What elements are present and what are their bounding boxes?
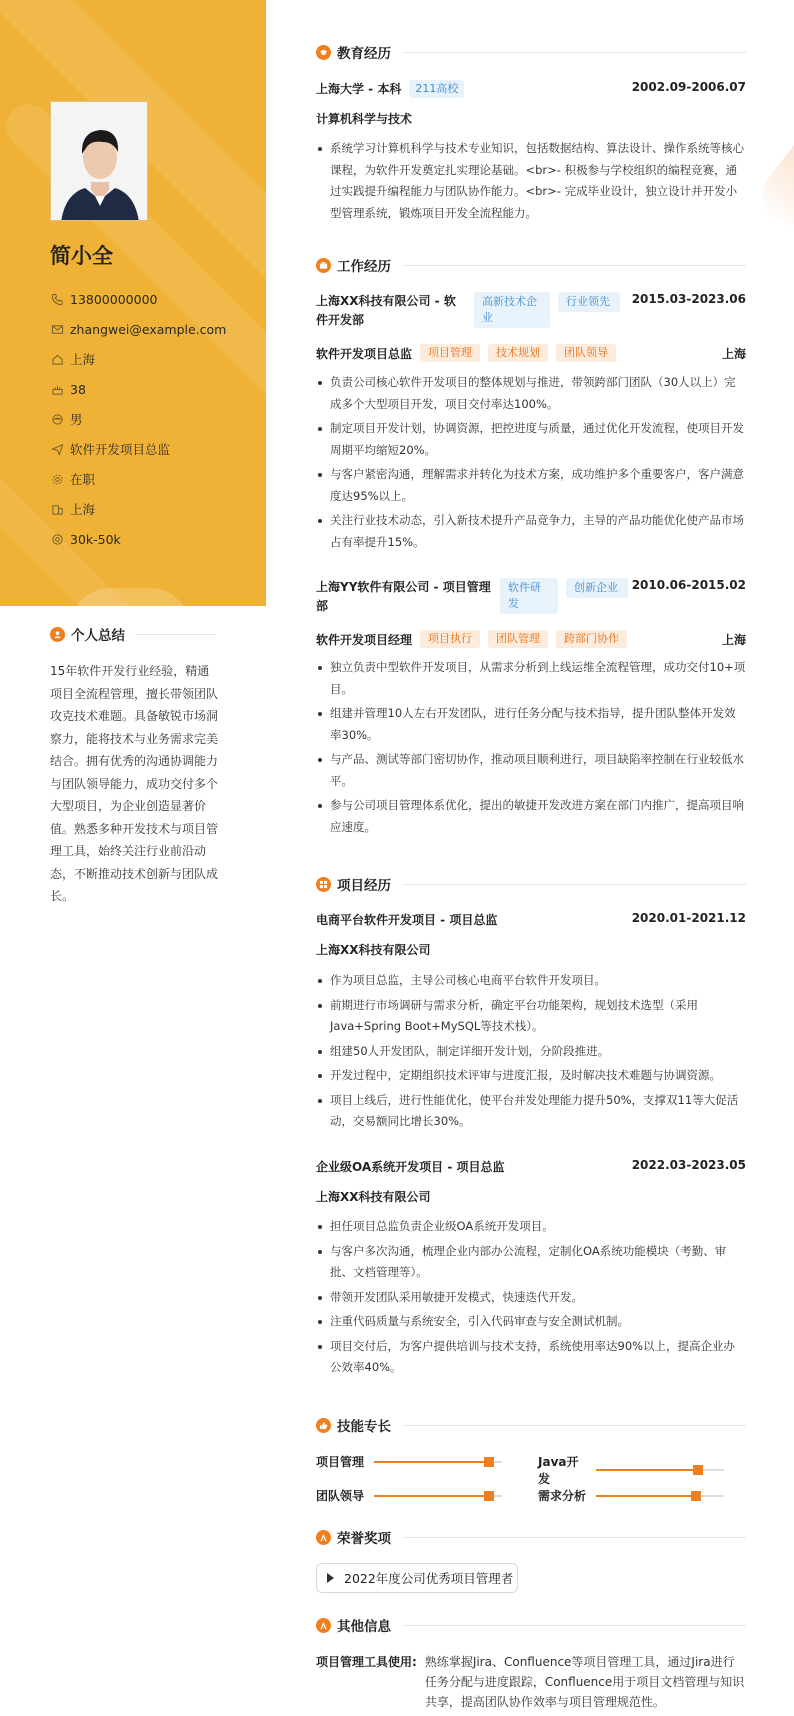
list-item: 项目上线后，进行性能优化，使平台并发处理能力提升50%，支撑双11等大促活动，交易额同比增长30%。 — [316, 1090, 746, 1133]
list-item: 制定项目开发计划，协调资源，把控进度与质量，通过优化开发流程，使项目开发周期平均缩短20%。 — [316, 418, 746, 461]
divider — [403, 1537, 746, 1538]
project-company-row — [316, 941, 746, 958]
list-item: 参与公司项目管理体系优化，提出的敏捷开发改进方案在部门内推广，提高项目响应速度。 — [316, 795, 746, 838]
avatar — [50, 101, 148, 221]
projects-header — [316, 874, 746, 894]
job-header — [316, 292, 746, 330]
send-icon — [50, 442, 64, 456]
info-salary — [50, 524, 260, 554]
award-label: 2022年度公司优秀项目管理者 — [344, 1571, 514, 1586]
list-item: 与产品、测试等部门密切协作，推动项目顺利进行，项目缺陷率控制在行业较低水平。 — [316, 749, 746, 792]
age-value: 38 — [70, 381, 86, 397]
list-item: 负责公司核心软件开发项目的整体规划与推进，带领跨部门团队（30人以上）完成多个大型项目开发，项目交付率达100%。 — [316, 372, 746, 415]
company-tag: 行业领先 — [558, 292, 620, 312]
other-title: 其他信息 — [337, 1619, 391, 1635]
job-header — [316, 578, 746, 616]
skill-name: 团队领导 — [316, 1489, 365, 1503]
list-item: 项目交付后，为客户提供培训与技术支持，系统使用率达90%以上，提高企业办公效率40%。 — [316, 1336, 746, 1379]
skill-bar — [596, 1495, 724, 1497]
skill-name: Java开发 — [538, 1455, 579, 1486]
skill-item — [538, 1487, 724, 1504]
company-name: 上海YY软件有限公司 - 项目管理部 — [316, 580, 491, 613]
skill-bar-knob — [691, 1491, 701, 1501]
job-role: 软件开发项目经理 — [316, 632, 413, 647]
candidate-name: 简小全 — [50, 244, 113, 268]
job-date: 2010.06-2015.02 — [631, 578, 746, 592]
education-entry-header — [316, 80, 746, 99]
phone-value: 13800000000 — [70, 291, 158, 307]
skill-bar-knob — [484, 1491, 494, 1501]
job-bullets — [316, 372, 746, 556]
position-value: 软件开发项目总监 — [70, 442, 171, 457]
skill-tag: 项目执行 — [420, 630, 480, 648]
job-role-row — [316, 344, 746, 362]
list-item: 与客户多次沟通，梳理企业内部办公流程，定制化OA系统功能模块（考勤、审批、文档管理等）。 — [316, 1241, 746, 1284]
skill-bar-fill — [596, 1469, 698, 1471]
skill-bar-knob — [693, 1465, 703, 1475]
award-icon — [316, 1530, 331, 1545]
city-value: 上海 — [70, 502, 96, 517]
skill-tag: 团队管理 — [488, 630, 548, 648]
education-bullets — [316, 138, 746, 227]
divider — [403, 52, 746, 53]
list-item: 关注行业技术动态，引入新技术提升产品竞争力，主导的产品功能优化使产品市场占有率提升15%。 — [316, 510, 746, 553]
skill-bar-fill — [374, 1461, 489, 1463]
skill-bar — [596, 1469, 724, 1471]
thumbs-up-icon — [316, 1418, 331, 1433]
job-date: 2015.03-2023.06 — [631, 292, 746, 306]
awards-title: 荣誉奖项 — [337, 1531, 391, 1547]
info-email — [50, 314, 260, 344]
home-icon — [50, 352, 64, 366]
skills-title: 技能专长 — [337, 1419, 391, 1435]
skill-bar-knob — [484, 1457, 494, 1467]
decor-shape — [751, 43, 794, 238]
education-date: 2002.09-2006.07 — [631, 80, 746, 94]
divider — [403, 265, 746, 266]
project-bullets — [316, 1216, 746, 1382]
company-tag: 高新技术企业 — [474, 292, 550, 328]
skill-bar — [374, 1461, 502, 1463]
list-item: 系统学习计算机科学与技术专业知识，包括数据结构、算法设计、操作系统等核心课程，为软件开发奠定扎实理论基础。<br>- 积极参与学校组织的编程竞赛，通过实践提升编程能力与团队协作能力。<br>- 完成毕业设计，独立设计并开发小型管理系统，锻炼项目开发全流程能力。 — [316, 138, 746, 224]
award-item[interactable] — [316, 1563, 518, 1593]
awards-header — [316, 1527, 746, 1547]
company-tag: 软件研发 — [500, 578, 558, 614]
skill-name: 项目管理 — [316, 1455, 365, 1469]
list-item: 组建并管理10人左右开发团队，进行任务分配与技术指导，提升团队整体开发效率30%。 — [316, 703, 746, 746]
gender-icon — [50, 412, 64, 426]
skill-tag: 项目管理 — [420, 344, 480, 362]
project-company: 上海XX科技有限公司 — [316, 1190, 431, 1204]
info-gender — [50, 404, 260, 434]
skill-name: 需求分析 — [538, 1489, 587, 1503]
skill-bar-fill — [374, 1495, 489, 1497]
user-icon — [50, 627, 65, 642]
list-item: 组建50人开发团队，制定详细开发计划，分阶段推进。 — [316, 1041, 746, 1063]
work-title: 工作经历 — [337, 259, 391, 275]
info-age — [50, 374, 260, 404]
sidebar — [0, 0, 266, 606]
skill-item — [316, 1453, 502, 1470]
list-item: 与客户紧密沟通，理解需求并转化为技术方案，成功维护多个重要客户，客户满意度达95%以上。 — [316, 464, 746, 507]
other-value: 熟练掌握Jira、Confluence等项目管理工具，通过Jira进行任务分配与进度跟踪，Confluence用于项目文档管理与知识共享，提高团队协作效率与项目管理规范性。 — [424, 1655, 745, 1709]
divider — [135, 634, 216, 635]
project-name: 企业级OA系统开发项目 - 项目总监 — [316, 1160, 505, 1174]
project-name: 电商平台软件开发项目 - 项目总监 — [316, 913, 498, 927]
other-header — [316, 1615, 746, 1635]
briefcase-icon — [316, 258, 331, 273]
cake-icon — [50, 382, 64, 396]
list-item: 作为项目总监，主导公司核心电商平台软件开发项目。 — [316, 970, 746, 992]
major-name: 计算机科学与技术 — [316, 112, 413, 126]
job-location: 上海 — [721, 632, 746, 647]
phone-icon — [50, 292, 64, 306]
grid-icon — [316, 877, 331, 892]
play-icon — [327, 1573, 334, 1583]
summary-header — [50, 624, 216, 644]
projects-title: 项目经历 — [337, 878, 391, 894]
gender-value: 男 — [70, 412, 83, 427]
project-date: 2022.03-2023.05 — [631, 1158, 746, 1172]
project-company: 上海XX科技有限公司 — [316, 943, 431, 957]
skill-tag: 团队领导 — [556, 344, 616, 362]
skill-bar — [374, 1495, 502, 1497]
job-role: 软件开发项目总监 — [316, 346, 413, 361]
graduation-cap-icon — [316, 45, 331, 60]
gear-icon — [50, 472, 64, 486]
divider — [403, 1625, 746, 1626]
info-position — [50, 434, 260, 464]
skill-tag: 跨部门协作 — [556, 630, 627, 648]
salary-value: 30k-50k — [70, 531, 121, 547]
project-header — [316, 911, 746, 930]
skills-header — [316, 1415, 746, 1435]
status-value: 在职 — [70, 472, 96, 487]
info-city — [50, 494, 260, 524]
company-tag: 创新企业 — [566, 578, 628, 598]
project-bullets — [316, 970, 746, 1136]
school-name: 上海大学 - 本科 — [316, 82, 402, 96]
skill-item — [316, 1487, 502, 1504]
work-header — [316, 255, 746, 275]
job-bullets — [316, 657, 746, 841]
info-phone — [50, 284, 260, 314]
list-item: 带领开发团队采用敏捷开发模式，快速迭代开发。 — [316, 1287, 746, 1309]
location-value: 上海 — [70, 352, 96, 367]
project-header — [316, 1158, 746, 1177]
divider — [403, 884, 746, 885]
project-company-row — [316, 1188, 746, 1205]
company-name: 上海XX科技有限公司 - 软件开发部 — [316, 294, 456, 327]
info-status — [50, 464, 260, 494]
other-label: 项目管理工具使用: — [316, 1655, 417, 1669]
education-title: 教育经历 — [337, 46, 391, 62]
contact-info-list — [50, 284, 260, 554]
divider — [403, 1425, 746, 1426]
other-info-row — [316, 1652, 746, 1712]
mail-icon — [50, 322, 64, 336]
education-header — [316, 42, 746, 62]
summary-title: 个人总结 — [71, 628, 125, 644]
list-item: 独立负责中型软件开发项目，从需求分析到上线运维全流程管理，成功交付10+项目。 — [316, 657, 746, 700]
info-icon — [316, 1618, 331, 1633]
job-role-row — [316, 630, 746, 648]
list-item: 前期进行市场调研与需求分析，确定平台功能架构，规划技术选型（采用Java+Spring Boot+MySQL等技术栈）。 — [316, 995, 746, 1038]
list-item: 注重代码质量与系统安全，引入代码审查与安全测试机制。 — [316, 1311, 746, 1333]
skill-bar-fill — [596, 1495, 696, 1497]
list-item: 担任项目总监负责企业级OA系统开发项目。 — [316, 1216, 746, 1238]
list-item: 开发过程中，定期组织技术评审与进度汇报，及时解决技术难题与协调资源。 — [316, 1065, 746, 1087]
job-location: 上海 — [721, 346, 746, 361]
info-location — [50, 344, 260, 374]
skill-item — [538, 1453, 724, 1487]
skill-tag: 技术规划 — [488, 344, 548, 362]
email-value: zhangwei@example.com — [70, 321, 227, 337]
education-major — [316, 110, 746, 127]
building-icon — [50, 502, 64, 516]
coin-icon — [50, 532, 64, 546]
school-tag: 211高校 — [409, 80, 464, 98]
project-date: 2020.01-2021.12 — [631, 911, 746, 925]
summary-text: 15年软件开发行业经验，精通项目全流程管理，擅长带领团队攻克技术难题。具备敏锐市场洞察力，能将技术与业务需求完美结合。拥有优秀的沟通协调能力与团队领导能力，成功交付多个大型项目，为企业创造显著价值。熟悉多种开发技术与项目管理工具，始终关注行业前沿动态，不断推动技术创新与团队成长。 — [50, 664, 219, 903]
